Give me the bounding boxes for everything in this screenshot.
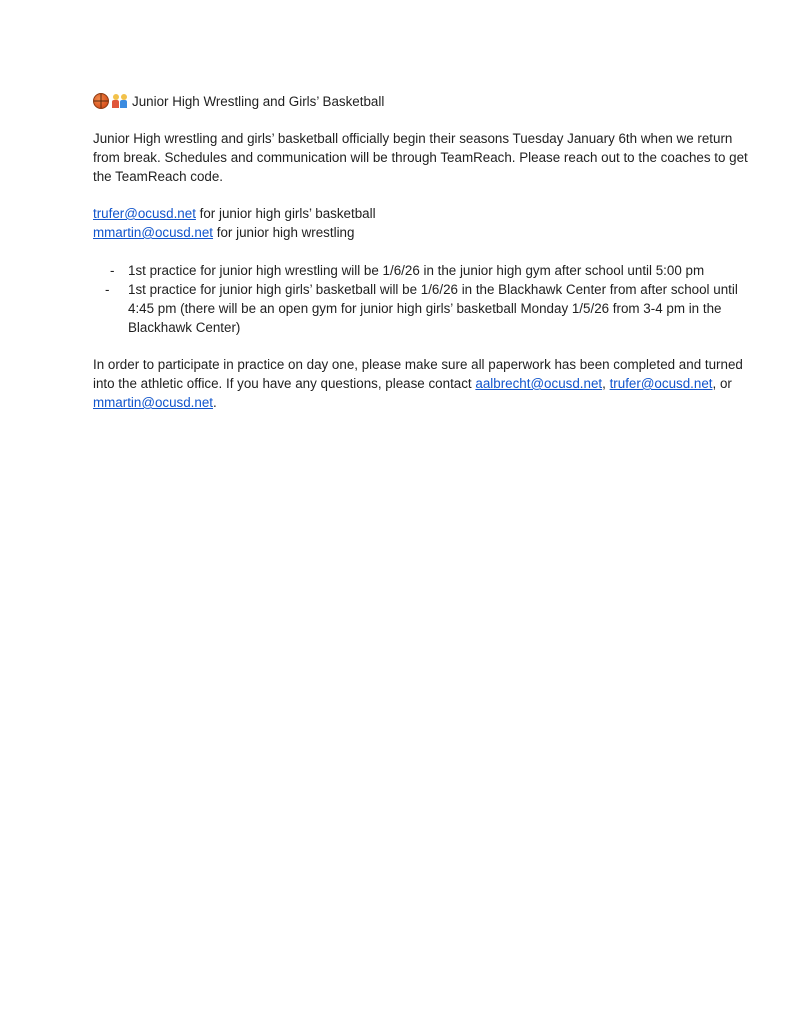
basketball-icon: [93, 93, 109, 109]
email-link-aalbrecht[interactable]: aalbrecht@ocusd.net: [475, 376, 603, 391]
coach-contacts: [93, 204, 753, 242]
email-link-trufer-closing[interactable]: trufer@ocusd.net: [609, 376, 713, 391]
bullet-dash: -: [105, 282, 110, 297]
wrestlers-icon: [111, 93, 129, 109]
contact-line-wrestling: [93, 223, 753, 242]
document-page: [93, 91, 753, 430]
heading-line: [93, 91, 753, 111]
bullet-dash: -: [110, 263, 115, 278]
email-link-mmartin[interactable]: mmartin@ocusd.net: [93, 225, 214, 240]
bullet-text: 1st practice for junior high wrestling will be 1/6/26 in the junior high gym after school until 5:00 pm: [128, 263, 705, 278]
contact-desc: for junior high wrestling: [213, 225, 355, 240]
intro-paragraph: Junior High wrestling and girls’ basketball officially begin their seasons Tuesday January 6th when we return from break. Schedules and communication will be through TeamReach. Please reach out to the coaches to get the TeamReach code.: [93, 131, 748, 184]
page-title: Junior High Wrestling and Girls’ Basketball: [132, 93, 385, 109]
list-item-basketball-practice: [93, 280, 753, 337]
separator: ,: [602, 376, 610, 391]
closing-paragraph: [93, 355, 753, 412]
email-link-mmartin-closing[interactable]: mmartin@ocusd.net: [93, 395, 214, 410]
bullet-text: 1st practice for junior high girls’ basketball will be 1/6/26 in the Blackhawk Center from after school until 4:45 pm (there will be an open gym for junior high girls’ basketball Monday 1/5/26 from 3-4 pm in the Blackhawk Center): [128, 282, 738, 335]
contact-desc: for junior high girls’ basketball: [195, 206, 376, 221]
period: .: [213, 395, 217, 410]
practice-list: [93, 261, 753, 337]
list-item-wrestling-practice: [93, 261, 753, 280]
contact-line-basketball: [93, 204, 753, 223]
separator: , or: [712, 376, 732, 391]
closing-text: In order to participate in practice on day one, please make sure all paperwork has been completed and turned into the athletic office. If you have any questions, please contact: [93, 357, 743, 391]
email-link-trufer[interactable]: trufer@ocusd.net: [93, 206, 196, 221]
